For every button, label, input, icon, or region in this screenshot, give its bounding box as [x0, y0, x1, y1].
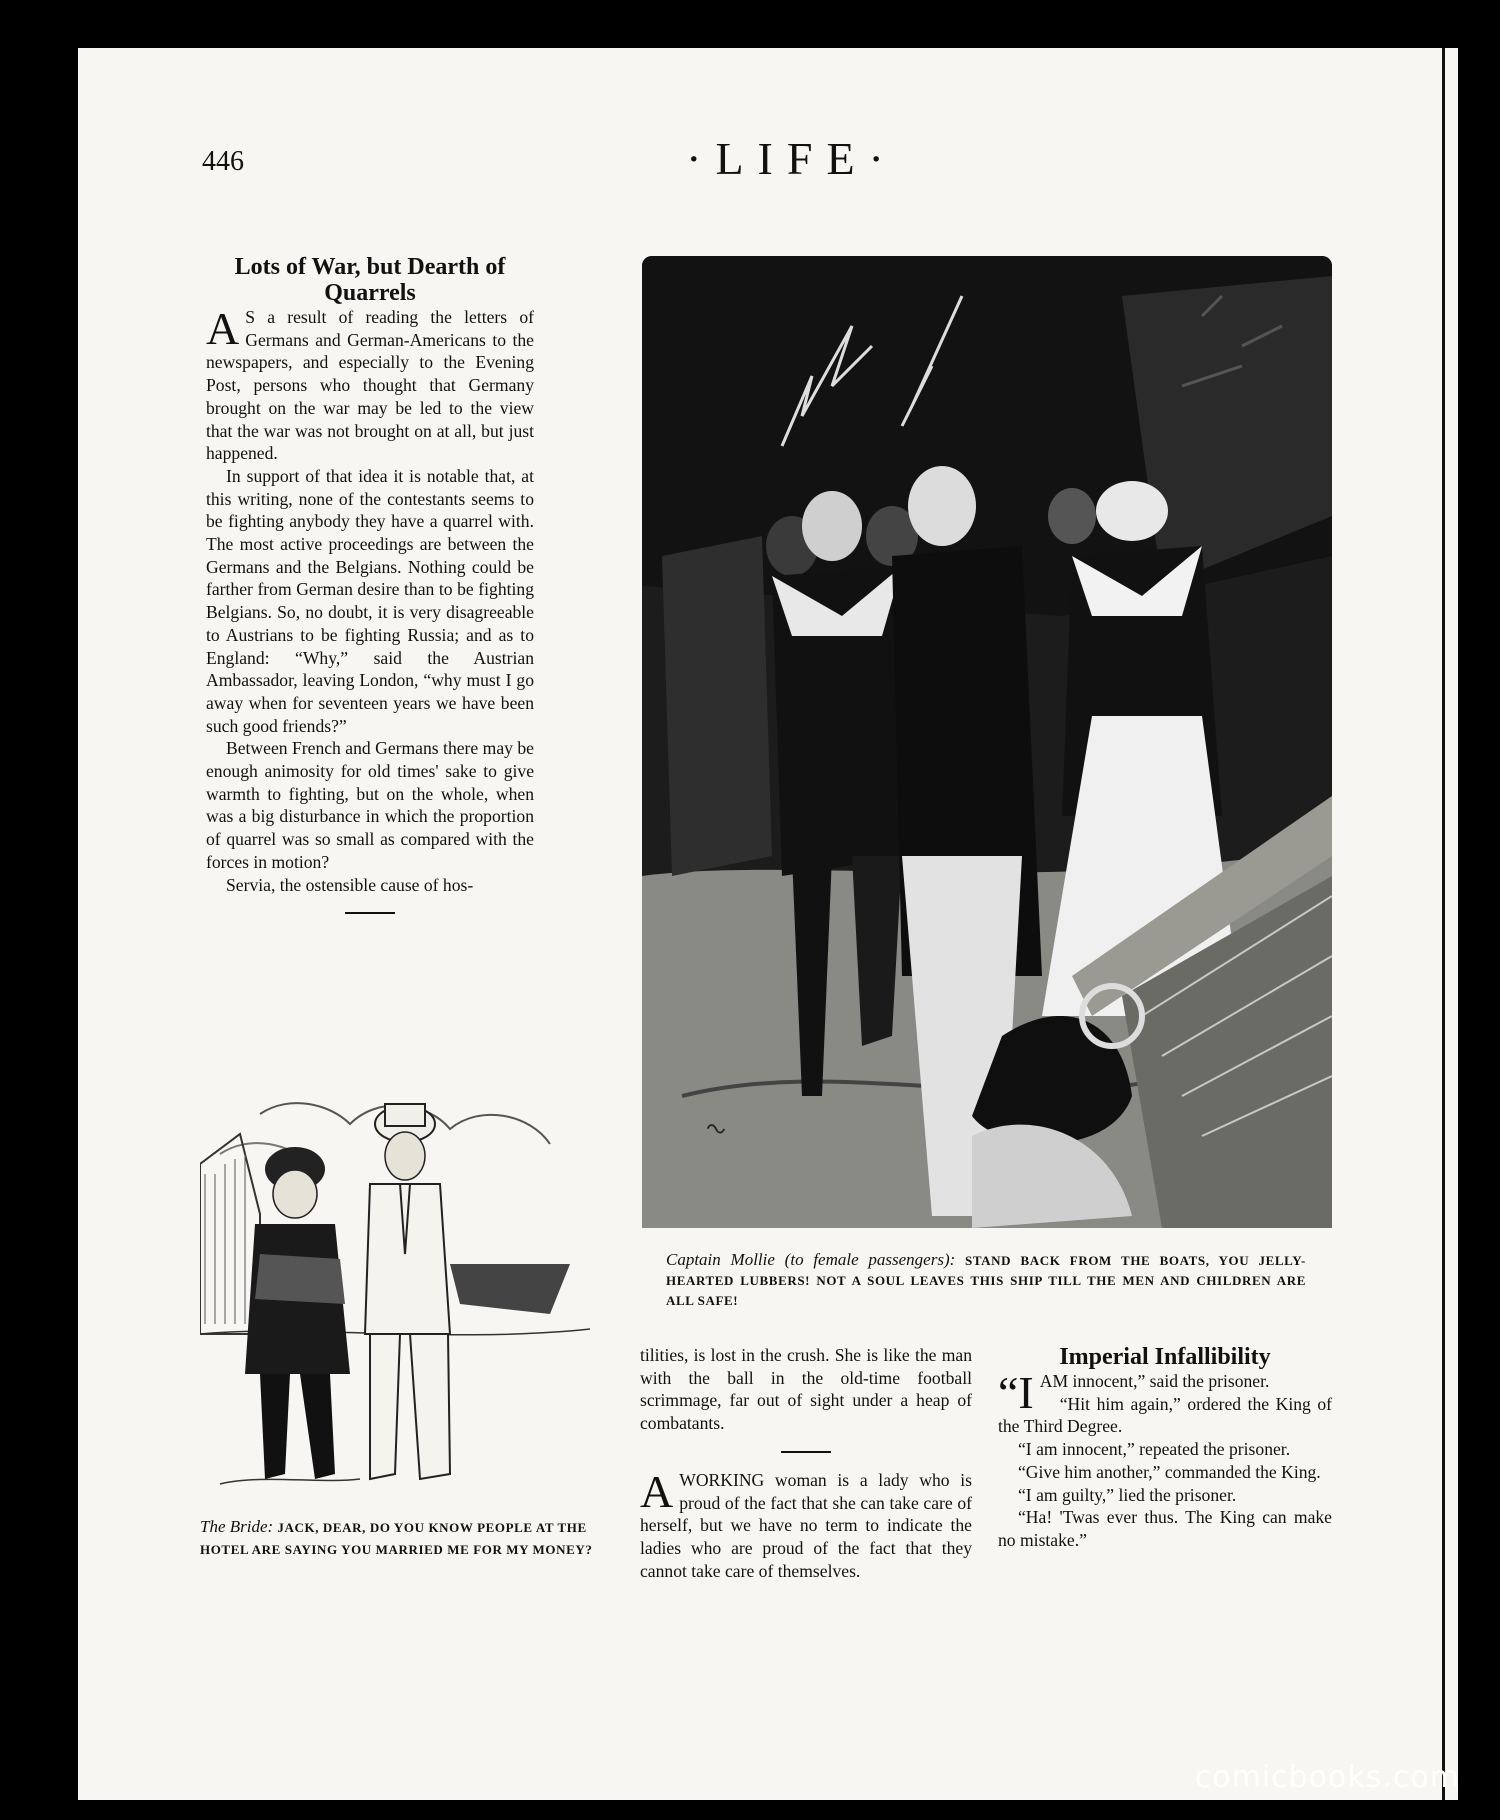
article-imperial-line-4: “Give him another,” commanded the King. — [1018, 1461, 1321, 1482]
dropcap: “I — [998, 1367, 1034, 1418]
illustration-captain-mollie — [642, 256, 1332, 1228]
svg-text:~: ~ — [699, 1106, 733, 1151]
article-war-paragraph-4: Servia, the ostensible cause of hos- — [226, 874, 474, 895]
section-rule — [781, 1451, 831, 1453]
caption-main-speaker: Captain Mollie (to female passengers): — [666, 1250, 956, 1269]
caption-small-text: JACK, DEAR, DO YOU KNOW PEOPLE AT THE HOTEL ARE SAYING YOU MARRIED ME FOR MY MONEY? — [200, 1520, 593, 1557]
dropcap: A — [640, 1465, 674, 1517]
page-number: 446 — [202, 146, 244, 177]
article-imperial-title: Imperial Infallibility — [1059, 1344, 1271, 1370]
caption-main-text: STAND BACK FROM THE BOATS, YOU JELLY-HEARTED LUBBERS! NOT A SOUL LEAVES THIS SHIP TILL THE MEN AND CHILDREN ARE ALL SAFE! — [666, 1253, 1306, 1308]
caption-the-bride — [200, 1516, 612, 1561]
article-war-paragraph-2: In support of that idea it is notable that, at this writing, none of the contestants seems to be fighting anybody they have a quarrel with. The most active proceedings are between the Germans and the Belgians. Nothing could be farther from German desire than to be fighting Belgians. So, no doubt, it is very disagreeable to Austrians to be fighting Russia; and as to England: “Why,” said the Austrian Ambassador, leaving London, “why must I go away when for seventeen years we have been such good friends?” — [206, 465, 534, 736]
masthead: ·LIFE· — [686, 133, 898, 184]
bride-and-groom-drawing — [200, 1074, 590, 1508]
article-imperial-line-6: “Ha! 'Twas ever thus. The King can make no mistake.” — [998, 1507, 1332, 1550]
caption-small-speaker: The Bride: — [200, 1517, 274, 1536]
article-war-title: Lots of War, but Dearth of Quarrels — [234, 254, 506, 306]
section-rule — [345, 912, 395, 914]
ship-deck-drawing — [642, 256, 1332, 1228]
article-war-continuation: tilities, is lost in the crush. She is like the man with the ball in the old-time football scrimmage, far out of sight under a heap of combatants. — [640, 1345, 972, 1434]
caption-captain-mollie — [666, 1250, 1306, 1311]
imperial-infallibility-column — [998, 1344, 1332, 1552]
article-war-paragraph-3: Between French and Germans there may be enough animosity for old times' sake to give warmth to fighting, but on the whole, when was a big disturbance in which the proportion of quarrel was so small as compared with the forces in motion? — [206, 738, 534, 872]
article-war-paragraph-1: A S a result of reading the letters of Germans and German-Americans to the newspapers, and especially to the Evening Post, persons who thought that Germany brought on the war may be led to the view that the war was not brought on at all, but just happened. — [206, 303, 534, 464]
article-imperial-line-2: “Hit him again,” ordered the King of the Third Degree. — [998, 1393, 1332, 1437]
illustration-the-bride — [200, 1074, 590, 1508]
article-imperial-line-3: “I am innocent,” repeated the prisoner. — [1018, 1439, 1291, 1460]
middle-column — [640, 1344, 972, 1582]
page-spine-edge — [1442, 48, 1458, 1800]
article-imperial-line-5: “I am guilty,” lied the prisoner. — [1018, 1484, 1237, 1505]
site-watermark: comicbooks.com — [1194, 1760, 1460, 1795]
article-war-column — [206, 254, 534, 930]
dropcap: A — [206, 303, 240, 354]
article-imperial-line-1: “IAM innocent,” said the prisoner. — [998, 1367, 1270, 1418]
article-working-woman: AWORKING woman is a lady who is proud of the fact that she can take care of herself, but we have no term to indicate the ladies who are proud of the fact that they cannot take care of themselves. — [640, 1465, 972, 1581]
